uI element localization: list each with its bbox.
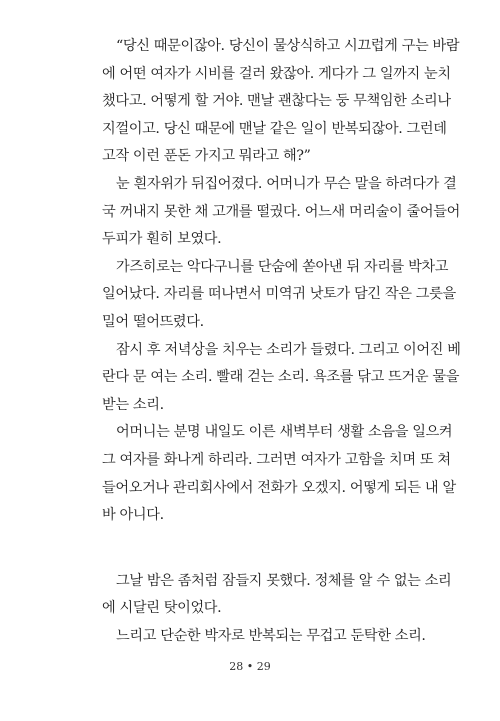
text-section-1 xyxy=(102,33,461,530)
page-number: 28 • 29 xyxy=(229,660,271,673)
text-line: 일어났다. 자리를 떠나면서 미역귀 낫토가 담긴 작은 그릇을 xyxy=(102,286,456,303)
text-line: 들어오거나 관리회사에서 전화가 오겠지. 어떻게 되든 내 알 xyxy=(102,479,456,496)
text-line: 에 어떤 여자가 시비를 걸러 왔잖아. 게다가 그 일까지 눈치 xyxy=(102,65,451,82)
text-section-2 xyxy=(102,568,452,651)
text-line: 란다 문 여는 소리. 빨래 걷는 소리. 욕조를 닦고 뜨거운 물을 xyxy=(102,369,460,386)
text-line: 눈 흰자위가 뒤집어졌다. 어머니가 무슨 말을 하려다가 결 xyxy=(116,175,457,192)
text-line: 가즈히로는 악다구니를 단숨에 쏟아낸 뒤 자리를 박차고 xyxy=(116,258,449,275)
text-line: 받는 소리. xyxy=(102,396,164,413)
text-line: 지껄이고. 당신 때문에 맨날 같은 일이 반복되잖아. 그런데 xyxy=(102,120,447,137)
text-line: 고작 이런 푼돈 가지고 뭐라고 해?” xyxy=(102,148,311,165)
text-line: 바 아니다. xyxy=(102,507,164,524)
section-break xyxy=(102,530,447,568)
text-line: 어머니는 분명 내일도 이른 새벽부터 생활 소음을 일으켜 xyxy=(116,424,453,441)
text-line: 그날 밤은 좀처럼 잠들지 못했다. 정체를 알 수 없는 소리 xyxy=(116,572,452,589)
text-line: 잠시 후 저녁상을 치우는 소리가 들렸다. 그리고 이어진 베 xyxy=(116,341,461,358)
text-line: 에 시달린 탓이었다. xyxy=(102,600,222,617)
body-text xyxy=(102,33,461,650)
text-line: 두피가 훤히 보였다. xyxy=(102,231,222,248)
text-line: “당신 때문이잖아. 당신이 물상식하고 시끄럽게 구는 바람 xyxy=(116,38,460,54)
text-line: 느리고 단순한 박자로 반복되는 무겁고 둔탁한 소리. xyxy=(116,627,426,644)
text-line: 챘다고. 어떻게 할 거야. 맨날 괜찮다는 둥 무책임한 소리나 xyxy=(102,93,451,110)
text-line: 국 꺼내지 못한 채 고개를 떨궜다. 어느새 머리술이 줄어들어 xyxy=(102,203,460,220)
text-line: 그 여자를 화나게 하리라. 그러면 여자가 고함을 치며 또 쳐 xyxy=(102,451,451,468)
text-line: 밀어 떨어뜨렸다. xyxy=(102,313,204,330)
